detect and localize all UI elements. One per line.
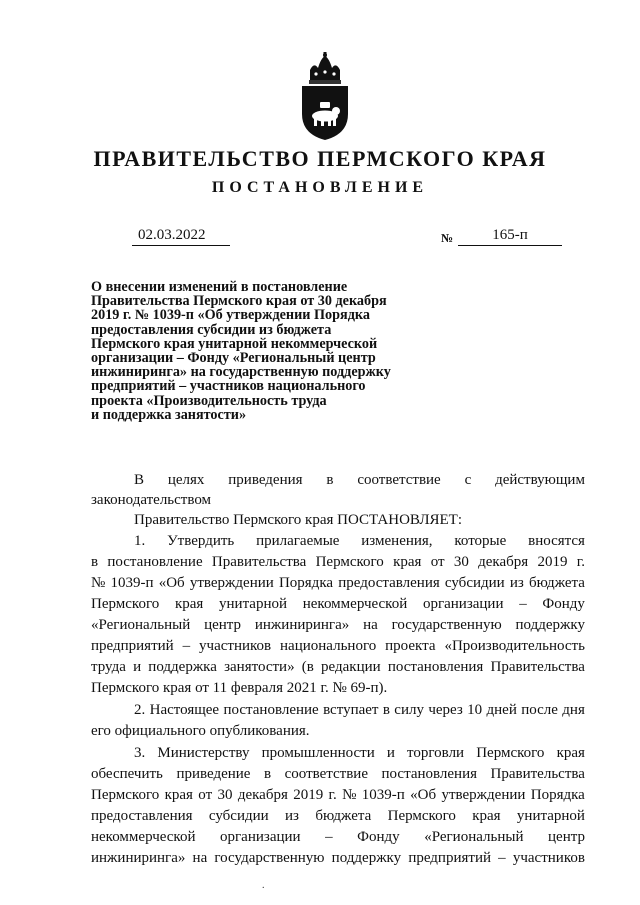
word: на	[363, 617, 378, 633]
word: национального	[280, 638, 377, 654]
word: Правительства	[211, 554, 307, 570]
word: постановления	[387, 659, 484, 675]
word: бюджета	[528, 575, 585, 591]
word: 3.	[134, 745, 146, 761]
word: бюджета	[315, 808, 372, 824]
word: утверждении	[441, 787, 526, 803]
word: –	[182, 638, 191, 654]
word: промышленности	[261, 745, 375, 761]
word: 1039-п	[110, 575, 154, 591]
word: соответствие	[357, 472, 441, 488]
word: –	[519, 596, 527, 612]
word: Фонду	[357, 829, 400, 845]
word: –	[498, 850, 506, 866]
body-line: законодательством	[91, 492, 212, 508]
word: некоммерческой	[302, 596, 408, 612]
body-line	[91, 572, 585, 594]
word: предоставления	[338, 575, 440, 591]
word: предоставления	[91, 808, 193, 824]
word: г.	[328, 787, 337, 803]
word: поддержку	[331, 850, 402, 866]
word: края	[472, 808, 501, 824]
body-line: Пермского края от 11 февраля 2021 г. № 69-п).	[91, 680, 388, 696]
word: Утвердить	[167, 533, 235, 549]
body-line	[91, 593, 585, 615]
body-line	[91, 530, 585, 552]
body-line	[91, 656, 585, 678]
word: которые	[454, 533, 507, 549]
word: из	[509, 575, 524, 591]
coat-of-arms-emblem	[296, 52, 354, 142]
word: 1.	[134, 533, 146, 549]
organization-title: ПРАВИТЕЛЬСТВО ПЕРМСКОГО КРАЯ	[93, 146, 547, 171]
body-line	[91, 763, 585, 785]
word: проекта	[385, 638, 436, 654]
word: в	[326, 472, 334, 488]
subject-line: Пермского края унитарной некоммерческой	[91, 335, 378, 352]
word: 30	[217, 787, 233, 803]
body-line	[91, 826, 585, 848]
word: Пермского	[315, 554, 384, 570]
word: 2.	[134, 702, 146, 718]
word: унитарной	[219, 596, 288, 612]
word: г.	[576, 554, 585, 570]
word: участников	[199, 638, 272, 654]
word: №	[342, 787, 357, 803]
word: организации	[422, 596, 504, 612]
subject-line: предприятий – участников национального	[91, 378, 366, 395]
word: целях	[167, 472, 205, 488]
word: силу	[394, 702, 424, 718]
footer-mark: .	[262, 880, 265, 891]
word: субсидии	[208, 808, 269, 824]
word: инжиниринга»	[254, 617, 350, 633]
word: организации	[220, 829, 301, 845]
body-line	[91, 635, 585, 657]
subject-line: инжиниринга» на государственную поддержку	[91, 364, 391, 381]
body-line: его официального опубликования.	[91, 723, 310, 739]
word: в	[91, 554, 99, 570]
word: 30	[453, 554, 469, 570]
word: края	[174, 596, 204, 612]
word: предприятий	[408, 850, 491, 866]
word: Пермского	[91, 596, 160, 612]
document-type: ПОСТАНОВЛЕНИЕ	[211, 179, 429, 196]
word: изменения,	[361, 533, 433, 549]
body-line	[91, 699, 585, 721]
word: от	[198, 787, 213, 803]
subject-line: организации – Фонду «Региональный центр	[91, 350, 376, 367]
word: обеспечить	[91, 766, 163, 782]
document-subject	[91, 280, 421, 422]
number-sign: №	[441, 231, 454, 245]
word: «Региональный	[91, 617, 191, 633]
body-line: Правительство Пермского края ПОСТАНОВЛЯЕТ:	[134, 512, 463, 528]
word: прилагаемые	[256, 533, 340, 549]
word: поддержка	[148, 659, 217, 675]
document-date: 02.03.2022	[132, 225, 230, 246]
word: «Производительность	[444, 638, 585, 654]
word: постановления	[381, 766, 477, 782]
subject-line: предоставления субсидии из бюджета	[91, 321, 332, 338]
word: декабря	[237, 787, 288, 803]
word: из	[285, 808, 299, 824]
word: края	[164, 787, 193, 803]
word: в	[263, 766, 272, 782]
word: государственную	[391, 617, 502, 633]
word: (в	[301, 659, 314, 675]
word: занятости»	[224, 659, 295, 675]
word: и	[386, 745, 395, 761]
body-line	[91, 847, 585, 869]
word: действующим	[495, 472, 585, 488]
word: субсидии	[444, 575, 505, 591]
subject-line: 2019 г. № 1039-п «Об утверждении Порядка	[91, 307, 370, 324]
subject-line: О внесении изменений в постановление	[91, 279, 348, 295]
subject-line: и поддержка занятости»	[91, 406, 247, 423]
word: от	[430, 554, 445, 570]
word: приведение	[176, 766, 251, 782]
word: труда	[91, 659, 126, 675]
word: некоммерческой	[91, 829, 196, 845]
body-line	[91, 742, 585, 764]
word: после	[521, 702, 558, 718]
body-line	[91, 469, 585, 491]
word: соответствие	[284, 766, 368, 782]
word: 1039-п	[361, 787, 405, 803]
word: торговли	[407, 745, 465, 761]
word: края	[556, 745, 585, 761]
word: дней	[486, 702, 517, 718]
word: Пермского	[387, 808, 456, 824]
word: центр	[548, 829, 585, 845]
word: Порядка	[530, 787, 585, 803]
word: дня	[562, 702, 585, 718]
word: через	[428, 702, 463, 718]
word: 2019	[537, 554, 568, 570]
word: в	[382, 702, 390, 718]
body-line	[91, 805, 585, 827]
word: поддержку	[515, 617, 585, 633]
body-line	[91, 551, 585, 573]
word: Пермского	[476, 745, 545, 761]
word: и	[133, 659, 142, 675]
subject-line: Правительства Пермского края от 30 декабря	[91, 293, 387, 310]
word: предприятий	[91, 638, 174, 654]
word: Правительства	[490, 659, 585, 675]
word: №	[91, 575, 106, 591]
word: инжиниринга»	[91, 850, 186, 866]
word: В	[134, 472, 145, 488]
word: «Об	[410, 787, 437, 803]
crown-icon	[309, 52, 341, 84]
word: участников	[512, 850, 585, 866]
word: 10	[467, 702, 483, 718]
word: постановление	[223, 702, 319, 718]
word: унитарной	[516, 808, 585, 824]
word: Фонду	[542, 596, 585, 612]
word: с	[464, 472, 472, 488]
word: 2019	[293, 787, 324, 803]
word: утверждении	[189, 575, 274, 591]
word: Пермского	[91, 787, 160, 803]
body-line	[91, 784, 585, 806]
word: на	[192, 850, 208, 866]
word: Порядка	[278, 575, 334, 591]
word: Правительства	[490, 766, 585, 782]
word: «Региональный	[424, 829, 524, 845]
word: декабря	[478, 554, 529, 570]
word: края	[393, 554, 422, 570]
word: вносятся	[528, 533, 585, 549]
word: редакции	[321, 659, 381, 675]
word: центр	[204, 617, 242, 633]
word: «Об	[158, 575, 185, 591]
word: –	[325, 829, 333, 845]
subject-line: проекта «Производительность труда	[91, 392, 327, 409]
word: государственную	[214, 850, 325, 866]
word: вступает	[323, 702, 379, 718]
word: Министерству	[157, 745, 250, 761]
word: постановление	[107, 554, 203, 570]
word: приведения	[228, 472, 303, 488]
word: Настоящее	[149, 702, 220, 718]
body-line	[91, 614, 585, 636]
document-number: 165-п	[458, 225, 562, 246]
